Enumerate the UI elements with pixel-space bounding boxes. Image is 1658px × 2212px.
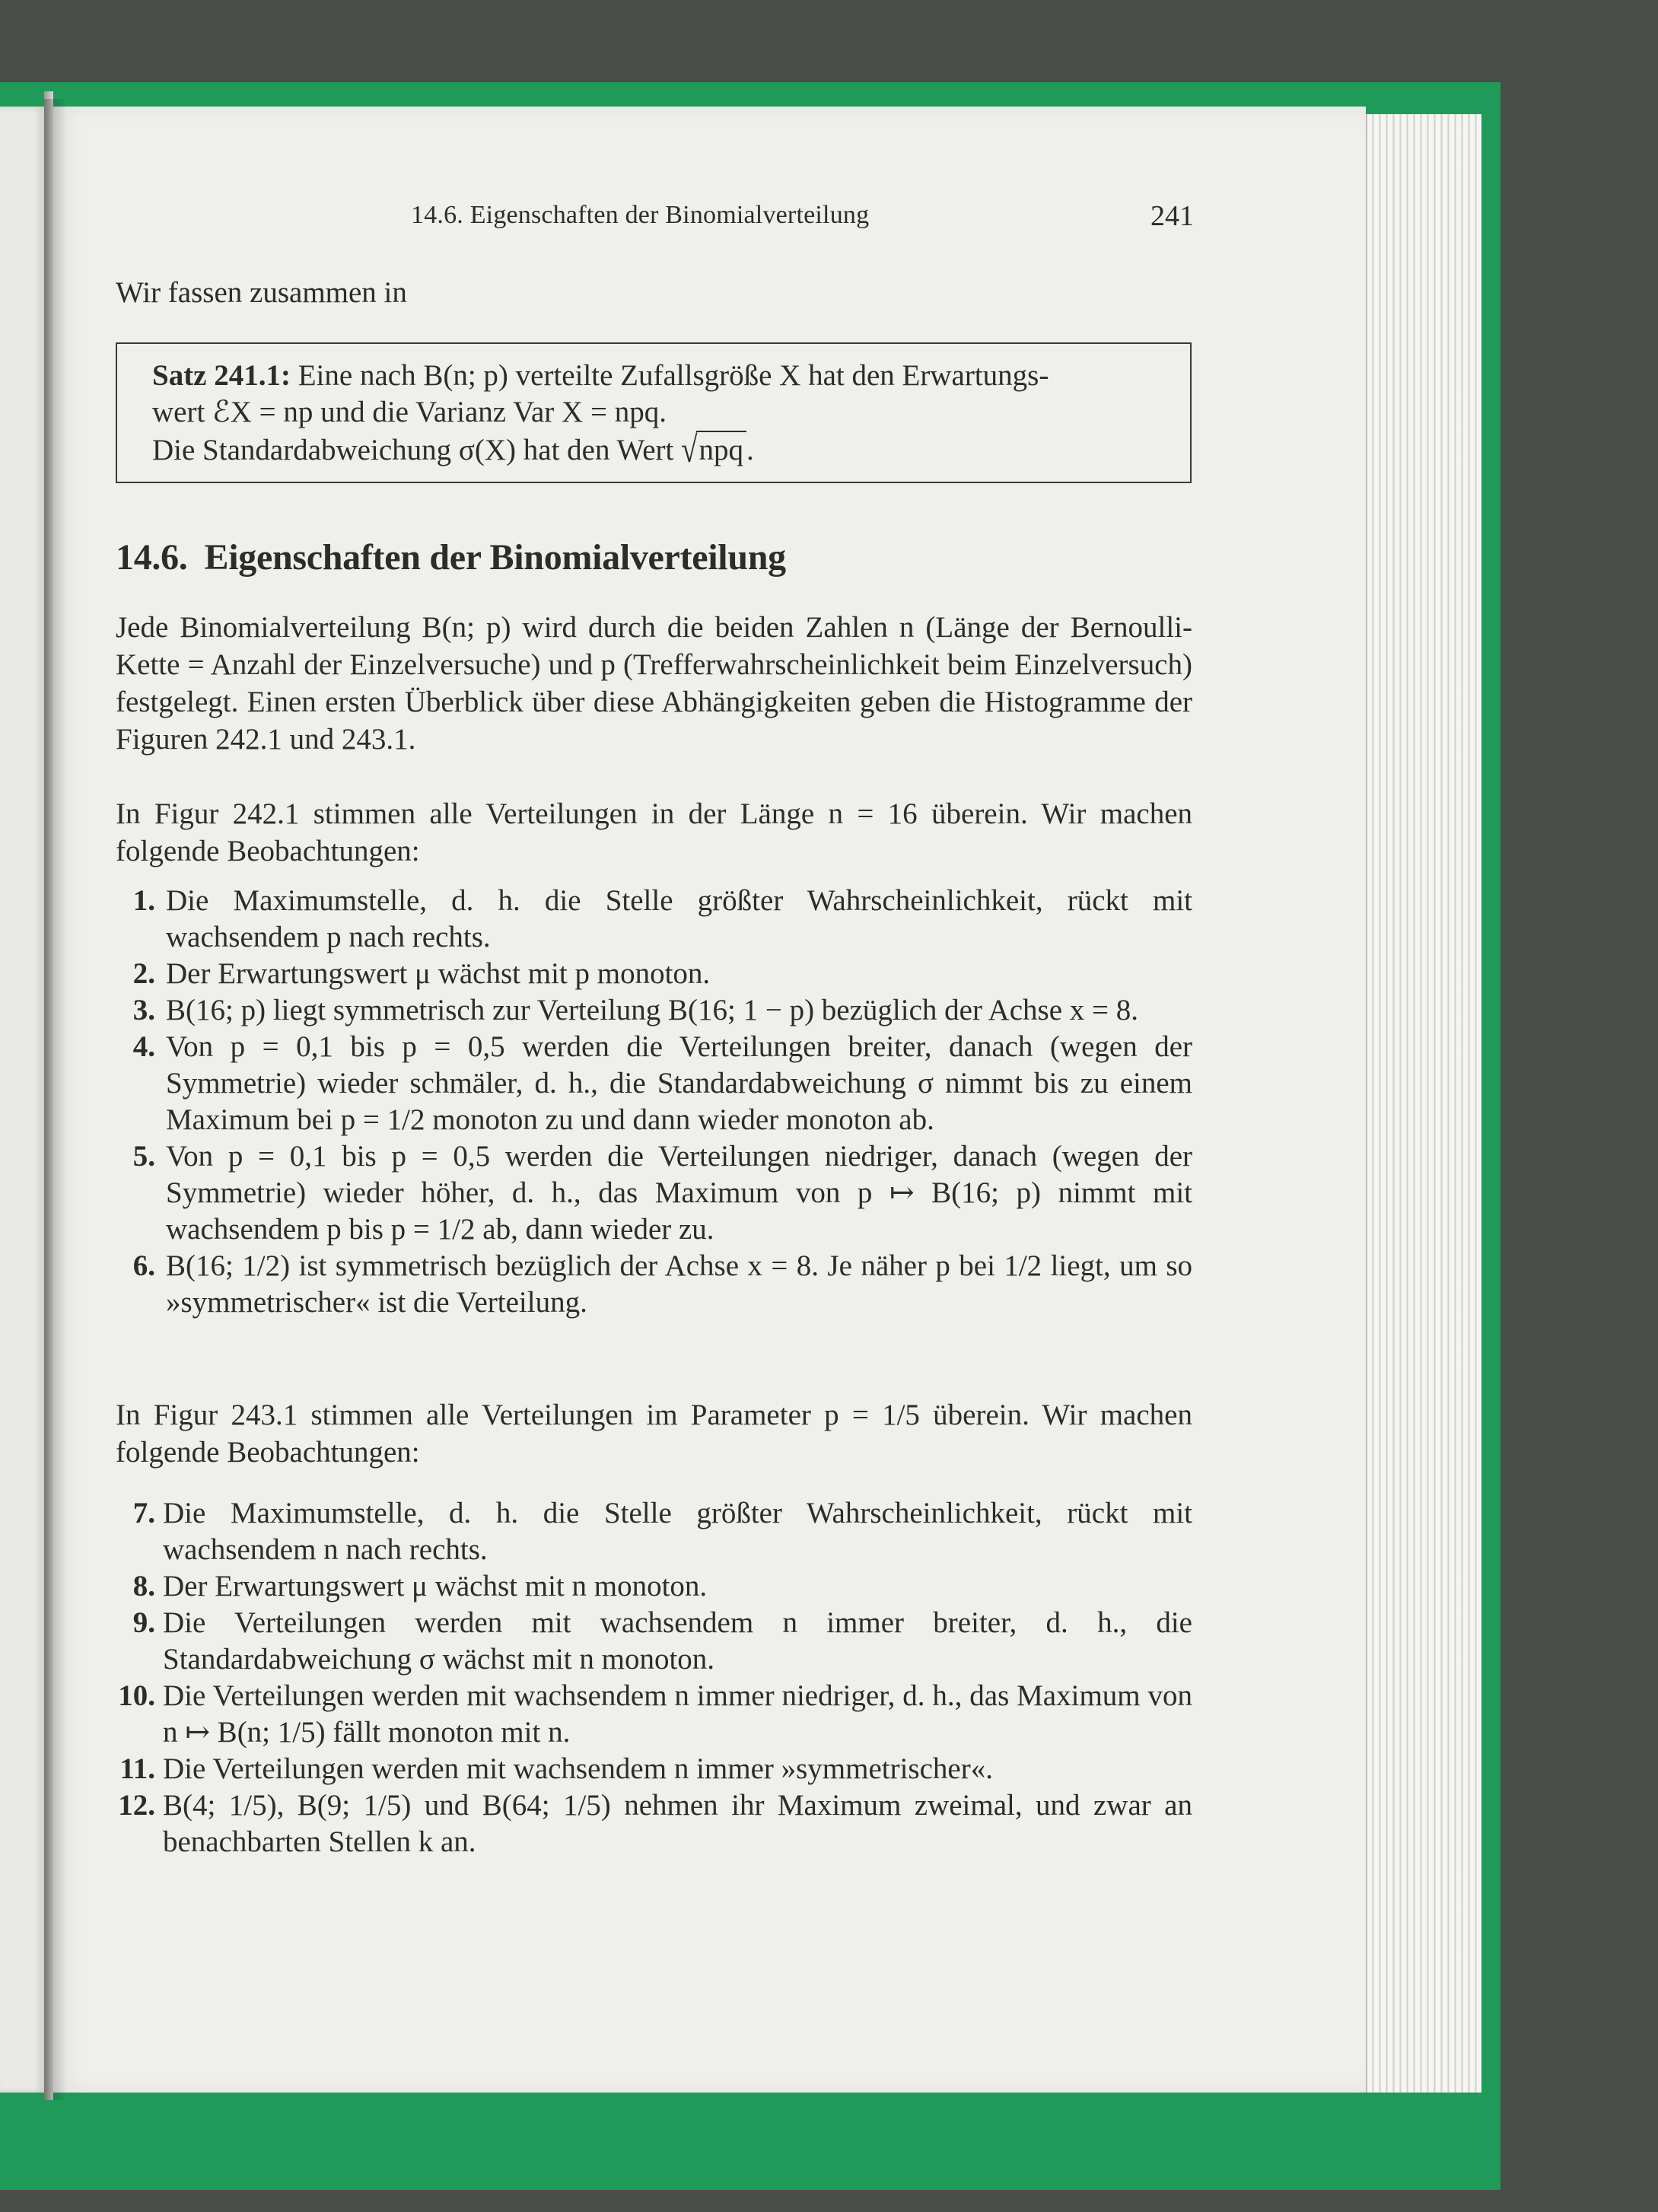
gutter-shadow [44,99,67,2100]
list-text: Die Verteilungen werden mit wachsendem n immer breiter, d. h., die Standardabweichung σ wächst mit n monoton. [163,1606,1192,1676]
list-item [116,1678,1192,1751]
list-text: Die Verteilungen werden mit wachsendem n immer »symmetrischer«. [163,1752,993,1785]
page-edges [1366,114,1481,2093]
theorem-label: Satz 241.1: [152,359,291,392]
theorem-line-1 [152,358,1155,394]
list-item [116,1787,1192,1860]
list-number: 1. [132,884,155,917]
list-item [116,1248,1192,1321]
list-number: 9. [132,1606,155,1639]
list-text: B(16; p) liegt symmetrisch zur Verteilung B(16; 1 − p) bezüglich der Achse x = 8. [166,994,1139,1026]
list-item [116,992,1192,1029]
list-number: 10. [118,1679,155,1712]
list-text: Die Maximumstelle, d. h. die Stelle größter Wahrscheinlichkeit, rückt mit wachsendem p nach rechts. [166,884,1192,953]
section-heading [116,536,786,578]
theorem-line-3 [152,431,1155,469]
list-item [116,1495,1192,1568]
list-item [116,956,1192,992]
intro-text: Wir fassen zusammen in [116,276,407,309]
list-number: 11. [119,1752,155,1785]
list-text: B(4; 1/5), B(9; 1/5) und B(64; 1/5) nehmen ihr Maximum zweimal, und zwar an benachbarten Stellen k an. [163,1789,1192,1858]
list-number: 7. [132,1497,155,1529]
list-text: B(16; 1/2) ist symmetrisch bezüglich der Achse x = 8. Je näher p bei 1/2 liegt, um so »symmetrischer« ist die Verteilung. [166,1249,1192,1319]
list-item [116,1568,1192,1605]
paragraph-1: Jede Binomialverteilung B(n; p) wird durch die beiden Zahlen n (Länge der Bernoulli-Kette = Anzahl der Einzelversuche) und p (Trefferwahrscheinlichkeit beim Einzelversuch) festgelegt. Einen ersten Überblick über diese Abhängigkeiten geben die Histogramme der Figuren 242.1 und 243.1. [116,611,1192,756]
list-text: Die Verteilungen werden mit wachsendem n immer niedriger, d. h., das Maximum von n ↦ B(n; 1/5) fällt monoton mit n. [163,1679,1192,1749]
list-text: Der Erwartungswert μ wächst mit n monoton. [163,1570,708,1603]
sqrt-symbol: √ [681,429,698,471]
theorem-text-1: Eine nach B(n; p) verteilte Zufallsgröße X hat den Erwartungs- [290,359,1049,392]
observation-list-1 [116,883,1192,1321]
paragraph-3: In Figur 243.1 stimmen alle Verteilungen im Parameter p = 1/5 überein. Wir machen folgende Beobachtungen: [116,1399,1192,1469]
list-number: 6. [132,1249,155,1282]
list-number: 12. [118,1789,155,1822]
page-number: 241 [1150,200,1194,232]
list-item [116,1029,1192,1138]
list-number: 5. [132,1140,155,1173]
theorem-text-3c: . [746,434,754,466]
paragraph-2: In Figur 242.1 stimmen alle Verteilungen in der Länge n = 16 überein. Wir machen folgende Beobachtungen: [116,797,1192,867]
list-text: Der Erwartungswert μ wächst mit p monoton. [166,957,711,990]
theorem-box [116,342,1192,483]
list-item [116,1605,1192,1678]
list-number: 3. [132,994,155,1026]
list-number: 4. [132,1030,155,1063]
list-item [116,1751,1192,1787]
theorem-text-3a: Die Standardabweichung σ(X) hat den Wert [152,434,682,466]
section-title: Eigenschaften der Binomialverteilung [204,537,786,578]
list-text: Von p = 0,1 bis p = 0,5 werden die Verteilungen breiter, danach (wegen der Symmetrie) wieder schmäler, d. h., die Standardabweichung σ nimmt bis zu einem Maximum bei p = 1/2 monoton zu und dann wieder monoton ab. [166,1030,1192,1136]
list-text: Die Maximumstelle, d. h. die Stelle größter Wahrscheinlichkeit, rückt mit wachsendem n nach rechts. [163,1497,1192,1566]
list-number: 8. [132,1570,155,1603]
observation-list-2 [116,1495,1192,1860]
running-head: 14.6. Eigenschaften der Binomialverteilung [411,201,870,229]
list-text: Von p = 0,1 bis p = 0,5 werden die Verteilungen niedriger, danach (wegen der Symmetrie) wieder höher, d. h., das Maximum von p ↦ B(16; p) nimmt mit wachsendem p bis p = 1/2 ab, dann wieder zu. [166,1140,1192,1246]
list-item [116,1138,1192,1248]
section-number: 14.6. [116,537,188,578]
theorem-line-2: wert ℰX = np und die Varianz Var X = npq. [152,396,667,428]
list-item [116,883,1192,956]
left-page [0,107,44,2093]
sqrt-radicand: npq [696,431,747,469]
list-number: 2. [132,957,155,990]
